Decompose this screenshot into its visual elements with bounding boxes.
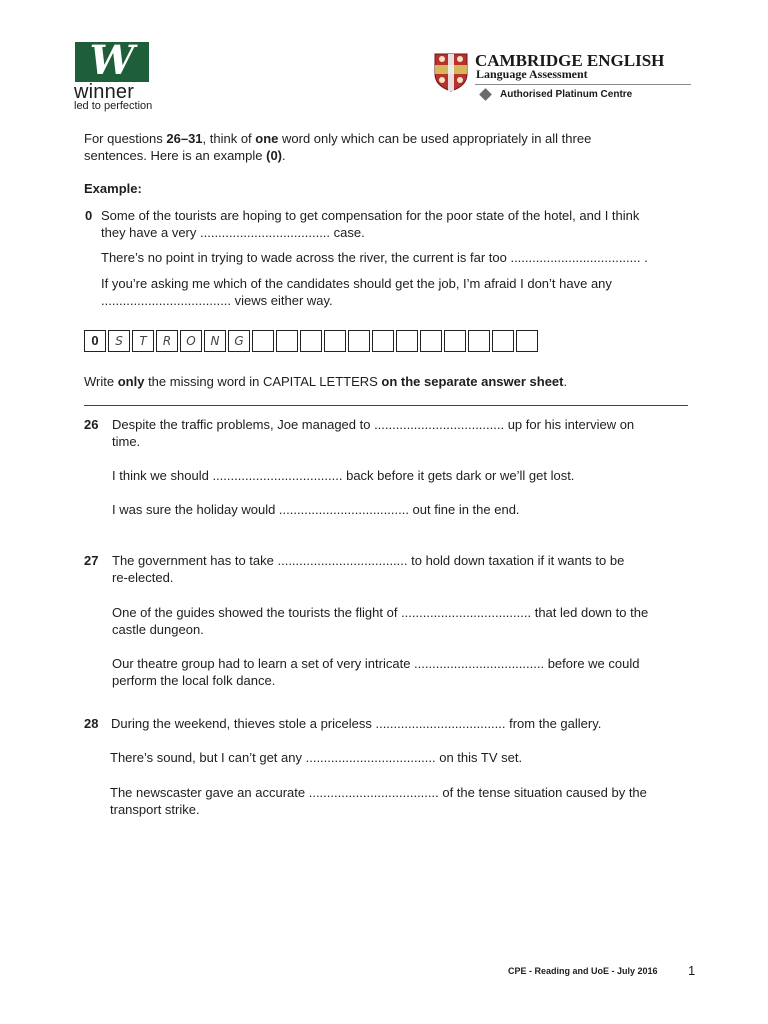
question-28-sentence-2: There’s sound, but I can’t get any .................................... on this TV set. bbox=[110, 750, 523, 765]
question-range: 26–31 bbox=[166, 131, 203, 146]
example-answer-letter-box: N bbox=[204, 330, 226, 352]
example-answer-empty-box bbox=[324, 330, 346, 352]
example-answer-empty-box bbox=[396, 330, 418, 352]
question-27-sentence-1-line-2: re-elected. bbox=[112, 570, 174, 585]
question-28-sentence-1: During the weekend, thieves stole a priceless .................................... from the gallery. bbox=[111, 716, 602, 731]
footer-text: CPE - Reading and UoE - July 2016 bbox=[508, 966, 658, 976]
example-answer-empty-box bbox=[252, 330, 274, 352]
write-instruction-text: . bbox=[563, 374, 568, 389]
instructions-line-2 bbox=[84, 147, 286, 164]
example-answer-letter-box: G bbox=[228, 330, 250, 352]
question-27-sentence-3-line-1: Our theatre group had to learn a set of very intricate .................................... before we could bbox=[112, 656, 640, 671]
platinum-diamond-icon bbox=[479, 88, 492, 101]
example-answer-letter-box: S bbox=[108, 330, 130, 352]
page-number: 1 bbox=[688, 963, 696, 978]
question-27-sentence-1-line-1: The government has to take .................................... to hold down taxation if it wants to be bbox=[112, 553, 625, 568]
example-sentence-2: There’s no point in trying to wade across the river, the current is far too .................................... . bbox=[101, 250, 648, 265]
question-26-sentence-3: I was sure the holiday would .................................... out fine in the end. bbox=[112, 502, 520, 517]
question-number: 27 bbox=[84, 553, 99, 568]
example-number: 0 bbox=[85, 208, 93, 223]
example-answer-empty-box bbox=[372, 330, 394, 352]
winner-logo-word: winner bbox=[74, 81, 135, 103]
question-28-sentence-3-line-2: transport strike. bbox=[110, 802, 200, 817]
example-answer-empty-box bbox=[420, 330, 442, 352]
example-answer-number: 0 bbox=[84, 330, 106, 352]
question-27-sentence-3-line-2: perform the local folk dance. bbox=[112, 673, 276, 688]
winner-logo-tagline: led to perfection bbox=[74, 100, 153, 112]
example-answer-empty-box bbox=[492, 330, 514, 352]
example-answer-empty-box bbox=[348, 330, 370, 352]
example-sentence-3-line-2: .................................... views either way. bbox=[101, 293, 333, 308]
question-26-sentence-1-line-1: Despite the traffic problems, Joe managed to .................................... up for his interview on bbox=[112, 417, 635, 432]
winner-logo-letter: W bbox=[89, 37, 135, 84]
question-number: 28 bbox=[84, 716, 99, 731]
question-27-sentence-2-line-2: castle dungeon. bbox=[112, 622, 204, 637]
example-heading: Example: bbox=[84, 181, 142, 196]
cambridge-divider bbox=[475, 84, 691, 85]
cambridge-crest-icon bbox=[433, 52, 469, 92]
question-26-sentence-1-line-2: time. bbox=[112, 434, 141, 449]
write-instruction-text: Write bbox=[84, 374, 118, 389]
instructions-text: . bbox=[282, 148, 286, 163]
question-27-sentence-2-line-1: One of the guides showed the tourists the flight of .................................... that led down to the bbox=[112, 605, 649, 620]
instructions-text: For questions bbox=[84, 131, 167, 146]
example-answer-letter-box: O bbox=[180, 330, 202, 352]
example-answer-empty-box bbox=[468, 330, 490, 352]
instructions-example-ref: (0) bbox=[266, 148, 282, 163]
example-answer-empty-box bbox=[516, 330, 538, 352]
cambridge-subtitle: Language Assessment bbox=[476, 67, 588, 81]
instructions-one: one bbox=[255, 131, 279, 146]
example-sentence-3-line-1: If you’re asking me which of the candidates should get the job, I’m afraid I don’t have any bbox=[101, 276, 612, 291]
write-instruction bbox=[84, 373, 567, 390]
write-instruction-only: only bbox=[117, 374, 145, 389]
cambridge-platinum-label: Authorised Platinum Centre bbox=[500, 89, 633, 100]
question-number: 26 bbox=[84, 417, 99, 432]
write-instruction-text: the missing word in CAPITAL LETTERS bbox=[144, 374, 382, 389]
example-answer-letter-box: R bbox=[156, 330, 178, 352]
cambridge-title: CAMBRIDGE ENGLISH bbox=[475, 51, 665, 70]
instructions-text: word only which can be used appropriately in all three bbox=[278, 131, 592, 146]
section-divider bbox=[84, 405, 688, 406]
example-sentence-1-line-1: Some of the tourists are hoping to get compensation for the poor state of the hotel, and I think bbox=[101, 208, 640, 223]
question-26-sentence-2: I think we should .................................... back before it gets dark or we’ll get lost. bbox=[112, 468, 575, 483]
instructions-text: sentences. Here is an example bbox=[84, 148, 267, 163]
example-sentence-1-line-2: they have a very .................................... case. bbox=[101, 225, 365, 240]
example-answer-letter-box: T bbox=[132, 330, 154, 352]
example-answer-empty-box bbox=[300, 330, 322, 352]
instructions-text: , think of bbox=[202, 131, 256, 146]
example-answer-boxes bbox=[84, 330, 540, 352]
instructions-line-1 bbox=[84, 130, 690, 147]
example-answer-empty-box bbox=[276, 330, 298, 352]
example-answer-empty-box bbox=[444, 330, 466, 352]
question-28-sentence-3-line-1: The newscaster gave an accurate .................................... of the tense situation caused by the bbox=[110, 785, 647, 800]
write-instruction-answer-sheet: on the separate answer sheet bbox=[381, 374, 564, 389]
